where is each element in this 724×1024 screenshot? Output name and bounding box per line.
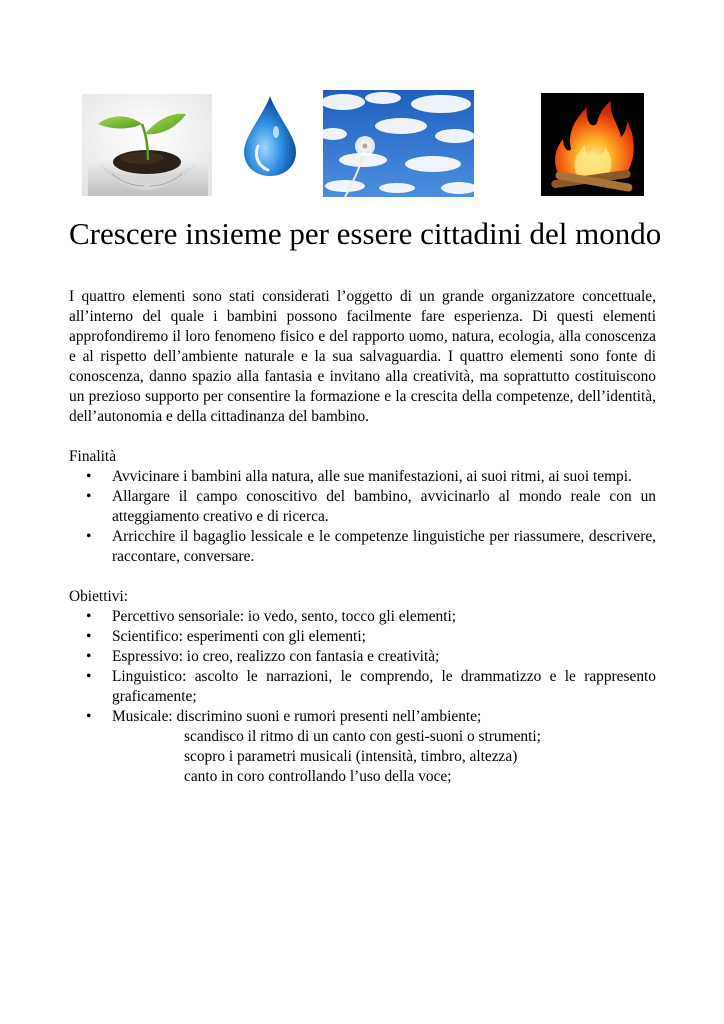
bullet-symbol: • <box>86 608 92 625</box>
bullet-symbol: • <box>86 708 92 725</box>
list-item <box>69 607 656 627</box>
musicale-subline: scopro i parametri musicali (intensità, timbro, altezza) <box>184 748 518 765</box>
finalita-list <box>69 467 656 567</box>
page-title: Crescere insieme per essere cittadini del mondo <box>69 216 662 251</box>
list-item <box>69 707 656 787</box>
bullet-symbol: • <box>86 668 92 685</box>
fire-icon <box>541 93 644 196</box>
list-item <box>69 487 656 527</box>
bullet-symbol: • <box>86 488 92 505</box>
list-item <box>69 667 656 707</box>
list-item-text: Percettivo sensoriale: io vedo, sento, tocco gli elementi; <box>112 608 457 625</box>
intro-paragraph: I quattro elementi sono stati considerati l’oggetto di un grande organizzatore concettuale, all’interno del quale i bambini possono facilmente fare esperienza. Di questi elementi approfondiremo il loro fenomeno fisico e del rapporto uomo, natura, ecologia, alla conoscenza e al rispetto dell’ambiente naturale e la sua salvaguardia. I quattro elementi sono fonte di conoscenza, danno spazio alla fantasia e invitano alla creatività, ma soprattutto costituiscono un prezioso supporto per consentire la formazione e la crescita della competenze, dell’identità, dell’autonomia e della cittadinanza del bambino. <box>69 288 656 425</box>
obiettivi-list <box>69 607 656 787</box>
finalita-heading: Finalità <box>69 448 117 465</box>
bullet-symbol: • <box>86 648 92 665</box>
list-item <box>69 647 656 667</box>
list-item-text: Allargare il campo conoscitivo del bambino, avvicinarlo al mondo reale con un atteggiamento creativo e di ricerca. <box>112 488 656 525</box>
bullet-symbol: • <box>86 628 92 645</box>
list-item-text: Arricchire il bagaglio lessicale e le competenze linguistiche per riassumere, descrivere, raccontare, conversare. <box>112 528 656 565</box>
list-item-text: Linguistico: ascolto le narrazioni, le comprendo, le drammatizzo e le rappresento graficamente; <box>112 668 656 705</box>
list-item-text: Scientifico: esperimenti con gli elementi; <box>112 628 366 645</box>
musicale-subline: scandisco il ritmo di un canto con gesti-suoni o strumenti; <box>184 728 541 745</box>
hands-holding-sprout-icon <box>82 94 212 196</box>
musicale-subline: canto in coro controllando l’uso della voce; <box>184 768 452 785</box>
bullet-symbol: • <box>86 468 92 485</box>
bullet-symbol: • <box>86 528 92 545</box>
document-body <box>69 287 656 787</box>
obiettivi-heading: Obiettivi: <box>69 588 128 605</box>
list-item <box>69 527 656 567</box>
list-item-text: Avvicinare i bambini alla natura, alle sue manifestazioni, ai suoi ritmi, ai suoi tempi. <box>112 468 632 485</box>
dandelion-sky-icon <box>323 90 474 197</box>
list-item-text: Espressivo: io creo, realizzo con fantasia e creatività; <box>112 648 440 665</box>
list-item <box>69 627 656 647</box>
list-item <box>69 467 656 487</box>
water-drop-icon <box>240 94 300 178</box>
list-item-text: Musicale: discrimino suoni e rumori presenti nell’ambiente; <box>112 708 482 725</box>
